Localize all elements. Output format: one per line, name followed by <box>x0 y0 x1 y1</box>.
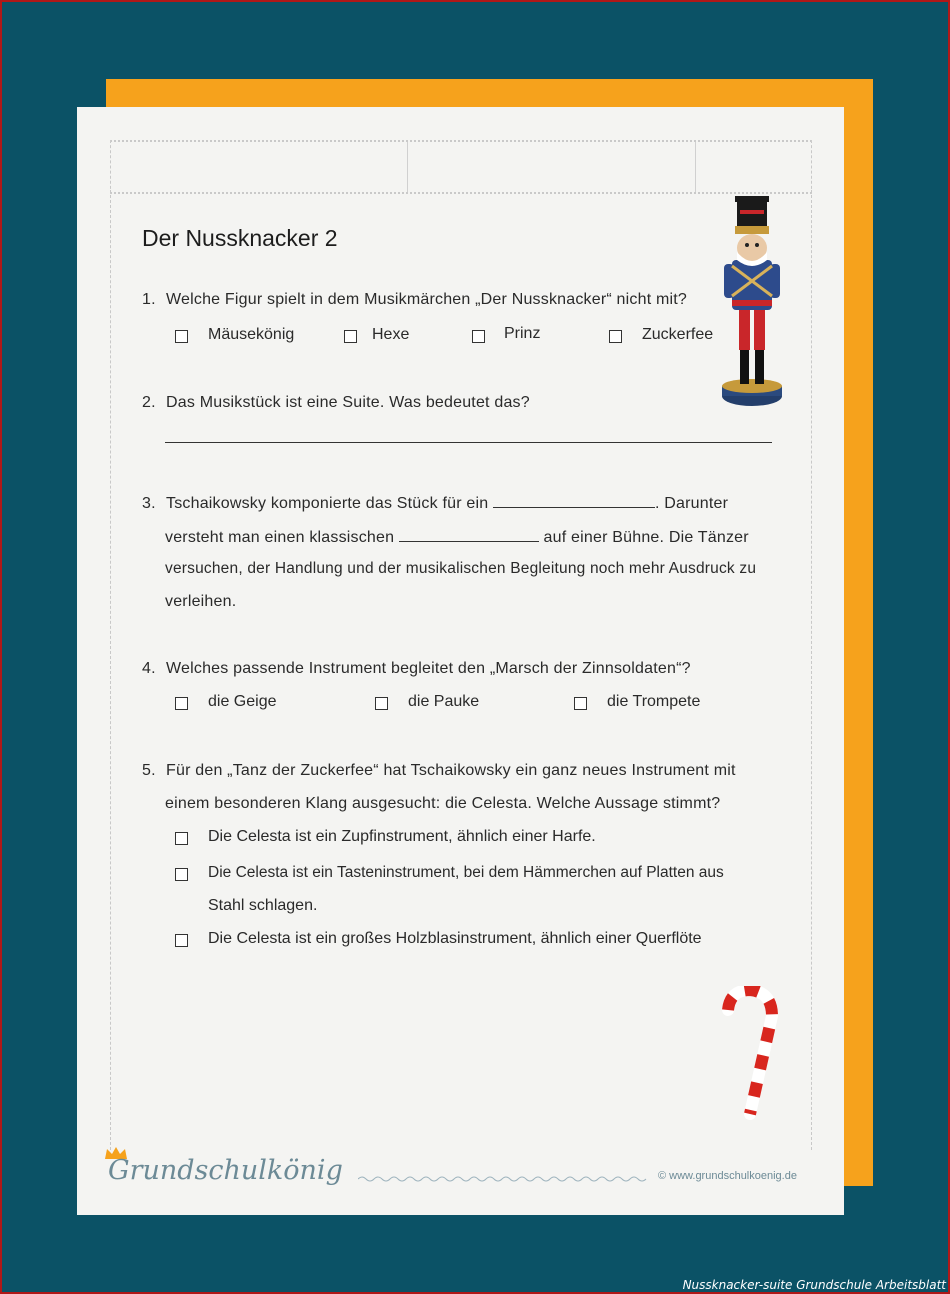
fill-in-blank[interactable] <box>399 527 539 542</box>
worksheet-title: Der Nussknacker 2 <box>142 225 338 251</box>
checkbox[interactable] <box>609 330 622 343</box>
checkbox[interactable] <box>375 697 388 710</box>
fill-in-blank[interactable] <box>493 493 655 508</box>
option-label: Mäusekönig <box>208 326 295 343</box>
header-divider <box>695 142 696 192</box>
option-label-continued: Stahl schlagen. <box>208 897 318 914</box>
question-text: Welche Figur spielt in dem Musikmärchen „Der Nussknacker“ nicht mit? <box>166 291 688 308</box>
question-number: 5. <box>142 762 156 779</box>
checkbox[interactable] <box>175 934 188 947</box>
question-text: . Darunter <box>654 495 729 512</box>
image-caption: Nussknacker-suite Grundschule Arbeitsblatt <box>682 1278 946 1292</box>
checkbox[interactable] <box>175 330 188 343</box>
option-label: Die Celesta ist ein großes Holzblasinstrument, ähnlich einer Querflöte <box>208 930 702 947</box>
header-divider <box>407 142 408 192</box>
question-text: Tschaikowsky komponierte das Stück für ein <box>166 495 489 512</box>
question-1 <box>142 291 687 309</box>
question-text: Das Musikstück ist eine Suite. Was bedeutet das? <box>166 394 530 411</box>
question-3-line-3: versuchen, der Handlung und der musikalischen Begleitung noch mehr Ausdruck zu <box>165 560 757 577</box>
copyright-url: © www.grundschulkoenig.de <box>658 1170 797 1182</box>
brand-logo: Grundschulkönig <box>108 1155 343 1186</box>
option-label: Zuckerfee <box>642 326 714 343</box>
checkbox[interactable] <box>472 330 485 343</box>
option-label: die Trompete <box>607 693 701 710</box>
option-label: Hexe <box>372 326 410 343</box>
question-text: versteht man einen klassischen <box>165 529 395 546</box>
question-2 <box>142 394 530 412</box>
question-3-line-2 <box>165 527 749 547</box>
checkbox[interactable] <box>175 697 188 710</box>
footer-wave-divider <box>358 1175 650 1183</box>
option-label: die Pauke <box>408 693 480 710</box>
question-text: auf einer Bühne. Die Tänzer <box>543 529 749 546</box>
question-text: Welches passende Instrument begleitet den „Marsch der Zinnsoldaten“? <box>166 660 691 677</box>
question-5-line-1 <box>142 762 736 780</box>
candy-cane-illustration <box>716 986 780 1122</box>
question-3-line-4: verleihen. <box>165 593 237 610</box>
option-label: Die Celesta ist ein Zupfinstrument, ähnlich einer Harfe. <box>208 828 596 845</box>
answer-line[interactable] <box>165 442 772 443</box>
option-label: die Geige <box>208 693 277 710</box>
checkbox[interactable] <box>175 832 188 845</box>
question-number: 2. <box>142 394 156 411</box>
option-label: Prinz <box>504 325 541 342</box>
nutcracker-illustration <box>718 196 786 412</box>
checkbox[interactable] <box>344 330 357 343</box>
question-3-line-1 <box>142 493 728 513</box>
question-number: 1. <box>142 291 156 308</box>
question-4 <box>142 660 691 678</box>
checkbox[interactable] <box>574 697 587 710</box>
checkbox[interactable] <box>175 868 188 881</box>
question-5-line-2: einem besonderen Klang ausgesucht: die Celesta. Welche Aussage stimmt? <box>165 795 721 812</box>
header-band <box>110 140 812 194</box>
option-label: Die Celesta ist ein Tasteninstrument, bei dem Hämmerchen auf Platten aus <box>208 864 724 881</box>
question-number: 3. <box>142 495 156 512</box>
question-text: Für den „Tanz der Zuckerfee“ hat Tschaikowsky ein ganz neues Instrument mit <box>166 762 736 779</box>
question-number: 4. <box>142 660 156 677</box>
